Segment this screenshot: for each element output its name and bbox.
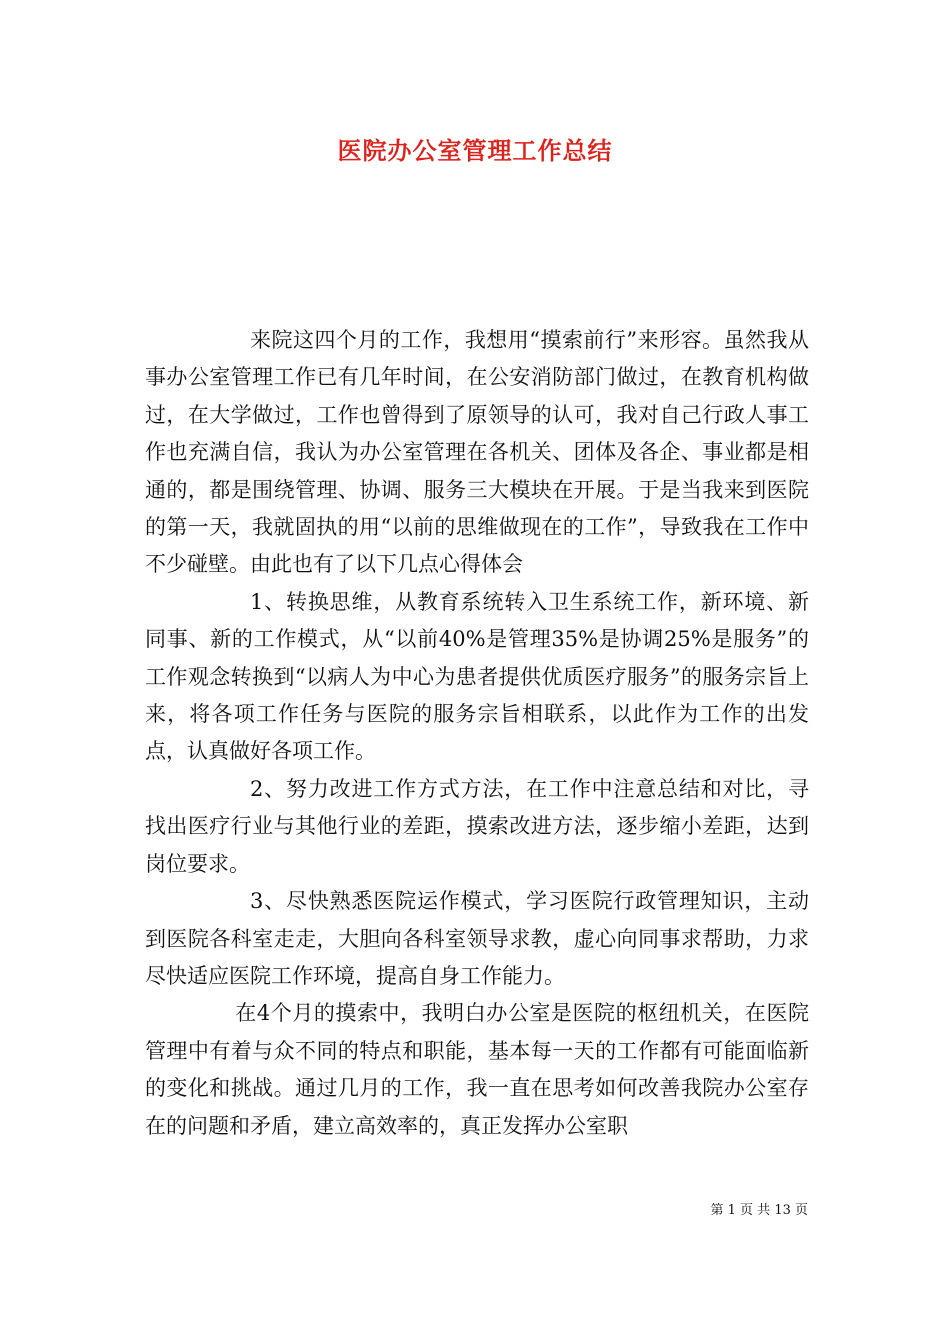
document-body (145, 322, 809, 1145)
paragraph-summary: 在4个月的摸索中，我明白办公室是医院的枢纽机关，在医院管理中有着与众不同的特点和职能，基本每一天的工作都有可能面临新的变化和挑战。通过几月的工作，我一直在思考如何改善我院办公室存在的问题和矛盾，建立高效率的，真正发挥办公室职 (145, 1001, 809, 1138)
paragraph-point-1: 1、转换思维，从教育系统转入卫生系统工作，新环境、新同事、新的工作模式，从“以前40%是管理35%是协调25%是服务”的工作观念转换到“以病人为中心为患者提供优质医疗服务”的服务宗旨上来，将各项工作任务与医院的服务宗旨相联系，以此作为工作的出发点，认真做好各项工作。 (145, 589, 809, 764)
paragraph-point-2: 2、努力改进工作方式方法，在工作中注意总结和对比，寻找出医疗行业与其他行业的差距，摸索改进方法，逐步缩小差距，达到岗位要求。 (145, 776, 809, 876)
paragraph-intro: 来院这四个月的工作，我想用“摸索前行”来形容。虽然我从事办公室管理工作已有几年时间，在公安消防部门做过，在教育机构做过，在大学做过，工作也曾得到了原领导的认可，我对自己行政人事工作也充满自信，我认为办公室管理在各机关、团体及各企、事业都是相通的，都是围绕管理、协调、服务三大模块在开展。于是当我来到医院的第一天，我就固执的用“以前的思维做现在的工作”，导致我在工作中不少碰壁。由此也有了以下几点心得体会 (145, 328, 809, 577)
page-number-footer: 第 1 页 共 13 页 (710, 1203, 808, 1218)
page-title: 医院办公室管理工作总结 (337, 136, 613, 165)
paragraph-point-3: 3、尽快熟悉医院运作模式，学习医院行政管理知识，主动到医院各科室走走，大胆向各科室领导求教，虚心向同事求帮助，力求尽快适应医院工作环境，提高自身工作能力。 (145, 889, 809, 988)
